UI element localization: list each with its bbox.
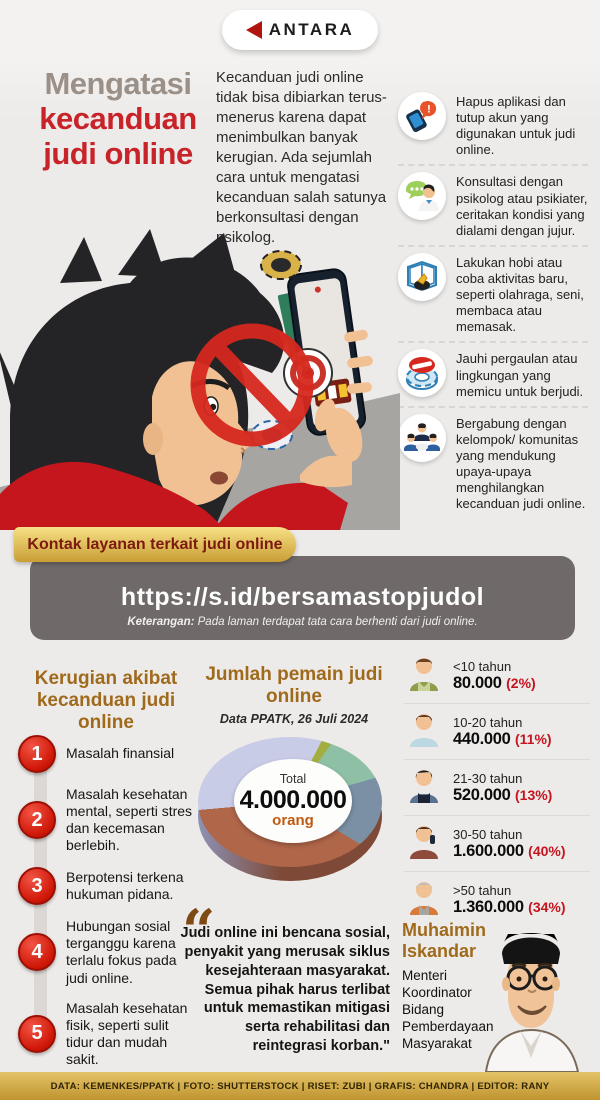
stop-judol-url[interactable]: https://s.id/bersamastopjudol bbox=[120, 582, 485, 611]
loss-item: 3 Berpotensi terkena hukuman pidana. bbox=[18, 867, 194, 905]
senior-avatar-icon bbox=[404, 877, 444, 922]
losses-title: Kerugian akibat kecanduan judi online bbox=[34, 668, 178, 734]
players-chart-source: Data PPATK, 26 Juli 2024 bbox=[219, 712, 369, 726]
page-title-gray: Mengatasi bbox=[44, 66, 192, 101]
svg-text:!: ! bbox=[427, 103, 431, 116]
muhaimin-portrait bbox=[468, 912, 594, 1072]
age-row: 21-30 tahun 520.000 (13%) bbox=[404, 759, 590, 815]
teen-avatar-icon bbox=[404, 709, 444, 754]
contact-banner: Kontak layanan terkait judi online bbox=[14, 527, 296, 562]
age-row: 10-20 tahun 440.000 (11%) bbox=[404, 703, 590, 759]
ear bbox=[143, 423, 163, 455]
book-hobby-icon bbox=[398, 253, 446, 301]
mouth bbox=[210, 472, 228, 485]
quote-mark-icon: “ bbox=[182, 897, 216, 965]
note-label: Keterangan: bbox=[127, 615, 195, 628]
losses-list bbox=[18, 735, 194, 1068]
loss-number-badge: 5 bbox=[18, 1015, 56, 1053]
loss-number-badge: 4 bbox=[18, 933, 56, 971]
total-label: Total bbox=[279, 772, 307, 787]
quote-author-role: Menteri Koordinator Bidang Pemberdayaan Masyarakat bbox=[402, 968, 494, 1051]
note-text: Pada laman terdapat tata cara berhenti dari judi online. bbox=[194, 615, 478, 628]
loss-item: 4 Hubungan sosial terganggu karena terlalu fokus pada judi online. bbox=[18, 918, 194, 986]
antara-logo-text: ANTARA bbox=[268, 20, 355, 39]
tips-list bbox=[398, 86, 588, 518]
adult-avatar-icon bbox=[404, 765, 444, 810]
tip-item-hobby bbox=[398, 245, 588, 342]
page-title bbox=[22, 66, 214, 171]
child-avatar-icon bbox=[404, 653, 444, 698]
tip-text: Hapus aplikasi dan tutup akun yang digunakan untuk judi online. bbox=[456, 94, 576, 158]
age-row: >50 tahun 1.360.000 (34%) bbox=[404, 871, 590, 927]
quote-author: Muhaimin Iskandar bbox=[402, 920, 486, 961]
loss-number-badge: 1 bbox=[18, 735, 56, 773]
loss-item: 2 Masalah kesehatan mental, seperti stres dan kecemasan berlebih. bbox=[18, 786, 194, 854]
tip-item-delete-apps bbox=[398, 86, 588, 164]
tip-item-consult bbox=[398, 164, 588, 244]
donut-center bbox=[234, 759, 352, 843]
age-row: <10 tahun 80.000 (2%) bbox=[404, 648, 590, 703]
total-value: 4.000.000 bbox=[239, 785, 347, 814]
tip-item-community bbox=[398, 406, 588, 519]
players-donut-chart bbox=[198, 737, 382, 883]
psychologist-chat-icon bbox=[398, 172, 446, 220]
credits-footer: DATA: KEMENKES/PPATK | FOTO: SHUTTERSTOCK | RISET: ZUBI | GRAFIS: CHANDRA | EDITOR: RANY bbox=[0, 1072, 600, 1100]
poker-chip-icon bbox=[261, 251, 301, 279]
tip-item-avoid bbox=[398, 341, 588, 405]
contact-box bbox=[30, 556, 575, 640]
antara-arrow-icon bbox=[246, 21, 262, 39]
age-breakdown-list bbox=[404, 648, 590, 927]
total-unit: orang bbox=[272, 811, 314, 829]
loss-item: 5 Masalah kesehatan fisik, seperti sulit tidur dan mudah sakit. bbox=[18, 1000, 194, 1068]
loss-number-badge: 2 bbox=[18, 801, 56, 839]
gambler-illustration bbox=[0, 185, 400, 530]
community-group-icon bbox=[398, 414, 446, 462]
no-gambling-chip-icon bbox=[398, 349, 446, 397]
players-chart-title: Jumlah pemain judi online bbox=[205, 664, 383, 708]
antara-logo bbox=[222, 10, 378, 50]
tip-text: Lakukan hobi atau coba aktivitas baru, seperti olahraga, seni, membaca atau memasak. bbox=[456, 254, 584, 335]
intro-paragraph: Kecanduan judi online tidak bisa dibiarkan terus-menerus karena dapat menimbulkan banyak kerugian. Ada sejumlah cara untuk mengatasi kecanduan salah satunya berkonsultasi dengan psikolog. bbox=[216, 69, 387, 246]
quote-text: Judi online ini bencana sosial, penyakit yang merusak siklus kesejahteraan masyarakat. Semua pihak harus terlibat untuk memastikan mitigasi serta rehabilitasi dan reintegrasi korban." bbox=[180, 925, 390, 1055]
phone-alert-icon bbox=[398, 92, 446, 140]
tip-text: Konsultasi dengan psikolog atau psikiater, ceritakan kondisi yang dialami dengan jujur. bbox=[456, 174, 588, 238]
page-title-red: kecanduan judi online bbox=[39, 101, 197, 172]
loss-number-badge: 3 bbox=[18, 867, 56, 905]
middle-avatar-icon bbox=[404, 821, 444, 866]
tip-text: Jauhi pergaulan atau lingkungan yang memicu untuk berjudi. bbox=[456, 351, 584, 399]
age-row: 30-50 tahun 1.600.000 (40%) bbox=[404, 815, 590, 871]
tip-text: Bergabung dengan kelompok/ komunitas yang mendukung upaya-upaya menghilangkan kecanduan judi online. bbox=[456, 415, 586, 512]
contact-note bbox=[127, 616, 477, 628]
loss-item: 1 Masalah finansial bbox=[18, 735, 194, 773]
